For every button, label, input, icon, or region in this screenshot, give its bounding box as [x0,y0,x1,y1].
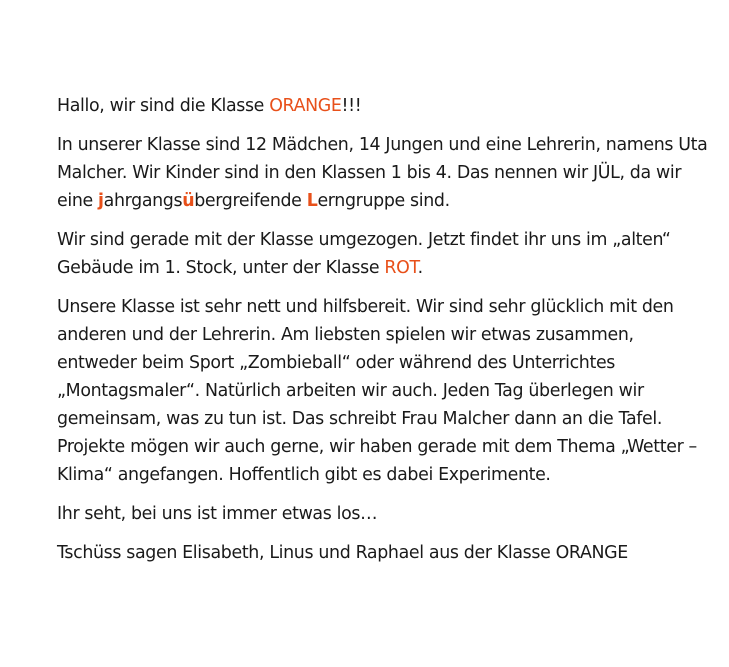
greeting-text: Hallo, wir sind die Klasse [57,96,270,116]
greeting-paragraph [57,92,717,120]
closing-remark-paragraph: Ihr seht, bei uns ist immer etwas los… [57,504,378,524]
location-period: . [417,258,423,278]
class-intro-text-3: bergreifende [194,191,307,211]
class-intro-text: In unserer Klasse sind 12 Mädchen, 14 Jungen und eine Lehrerin, namens Uta Malcher. Wir Kinder sind in den Klassen 1 bis 4. Das nennen wir JÜL, da wir eine [57,135,708,211]
location-text: Wir sind gerade mit der Klasse umgezogen. Jetzt findet ihr uns im „alten“ Gebäude im 1. Stock, unter der Klasse [57,230,671,278]
class-intro-text-2: ahrgangs [103,191,183,211]
highlight-letter-l: L [306,191,318,211]
class-intro-text-4: erngruppe sind. [317,191,450,211]
class-name-orange: ORANGE [269,96,342,116]
greeting-exclamation: !!! [341,96,362,116]
class-intro-paragraph [57,131,717,215]
signature-paragraph: Tschüss sagen Elisabeth, Linus und Raphael aus der Klasse ORANGE [57,543,628,563]
highlight-letter-u: ü [182,191,195,211]
location-paragraph [57,226,717,282]
highlight-letter-j: j [98,191,104,211]
class-name-rot: ROT [384,258,418,278]
class-description-paragraph: Unsere Klasse ist sehr nett und hilfsbereit. Wir sind sehr glücklich mit den anderen und der Lehrerin. Am liebsten spielen wir etwas zusammen, entweder beim Sport „Zombieball“ oder während des Unterrichtes „Montagsmaler“. Natürlich arbeiten wir auch. Jeden Tag überlegen wir gemeinsam, was zu tun ist. Das schreibt Frau Malcher dann an die Tafel. Projekte mögen wir auch gerne, wir haben gerade mit dem Thema „Wetter – Klima“ angefangen. Hoffentlich gibt es dabei Experimente. [57,297,697,485]
document-body [57,92,717,578]
